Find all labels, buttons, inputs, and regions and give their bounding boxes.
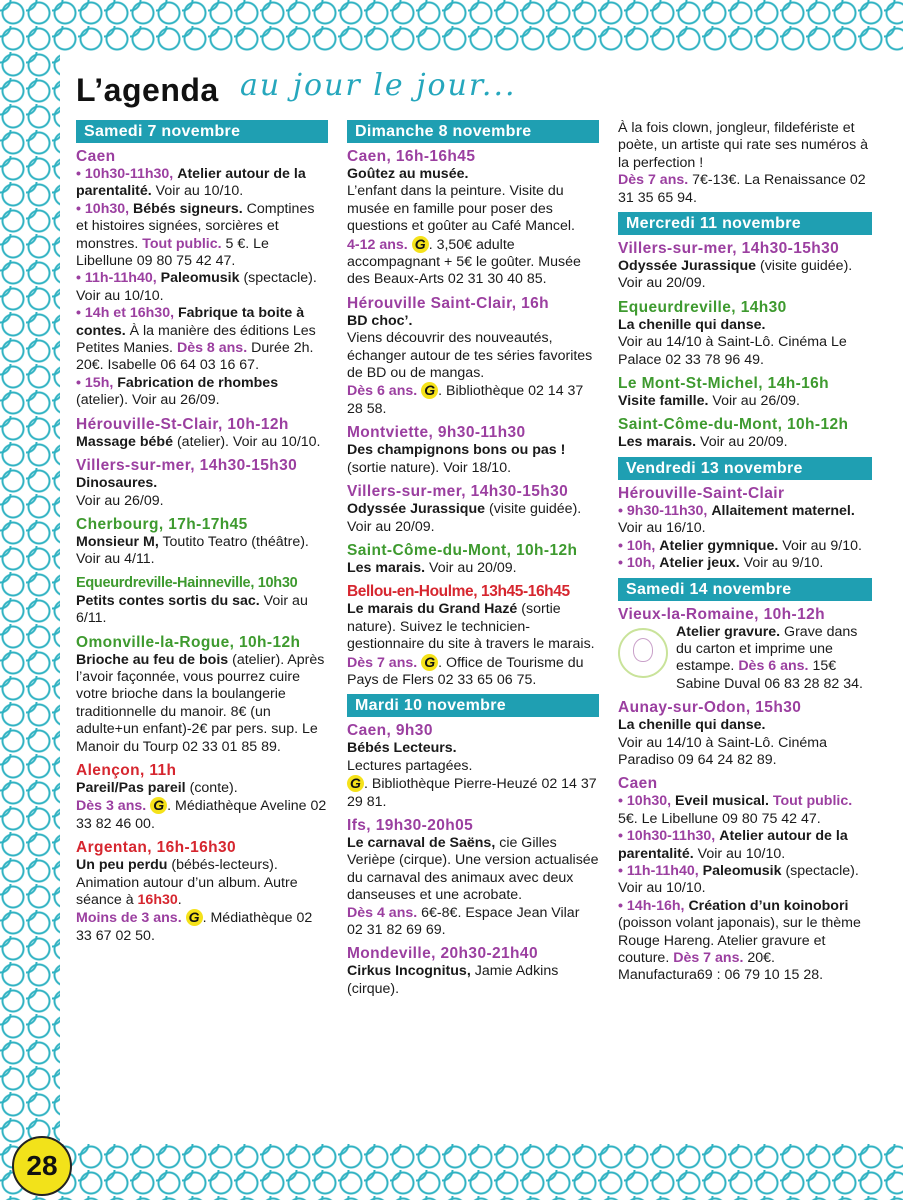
event-time: • 14h-16h,	[618, 897, 685, 914]
event-age: 4-12 ans.	[347, 236, 408, 253]
event	[76, 147, 328, 410]
event-place: Villers-sur-mer, 14h30-15h30	[347, 483, 569, 501]
event-text: Viens découvrir des nouveautés, échanger autour de tes séries favorites de BD ou de mangas.	[347, 330, 593, 382]
event	[76, 415, 328, 451]
event	[347, 294, 599, 418]
event-time: • 10h30-11h30,	[76, 166, 174, 182]
event	[618, 774, 872, 984]
event-title: Atelier autour de la parentalité.	[76, 166, 306, 200]
event-item	[76, 305, 328, 375]
event-time: • 11h-11h40,	[618, 862, 699, 879]
event	[618, 698, 872, 769]
event-text: .	[177, 892, 182, 908]
event-place: Hérouville-St-Clair, 10h-12h	[76, 415, 289, 433]
event	[347, 147, 599, 289]
event-title: Atelier gravure.	[676, 623, 781, 640]
event	[347, 482, 599, 536]
event-info: 5€. Le Libellune 09 80 75 42 47.	[618, 810, 821, 827]
event-text: (spectacle). Voir au 10/10.	[76, 270, 317, 304]
event-text: Voir au 20/09.	[429, 559, 517, 576]
event-place: Caen	[76, 148, 116, 165]
event	[76, 838, 328, 945]
event-place: Caen, 9h30	[347, 722, 433, 740]
event-age: Dès 7 ans.	[673, 950, 744, 966]
event-title: Eveil musical.	[675, 793, 769, 810]
event-text: Lectures partagées.	[347, 757, 473, 774]
event-title: Bébés signeurs.	[133, 200, 243, 217]
event-text: Voir au 26/09.	[712, 393, 800, 410]
date-band: Dimanche 8 novembre	[347, 120, 599, 143]
event-age: Tout public.	[772, 793, 853, 810]
event	[347, 816, 599, 939]
event-text: À la fois clown, jongleur, fildefériste et poète, un artiste qui rate ses numéros à la perfection !	[618, 120, 868, 171]
event-text: (visite guidée). Voir au 20/09.	[618, 258, 853, 292]
page-number: 28	[12, 1136, 72, 1196]
event-text: Grave dans du carton et imprime une estampe.	[676, 623, 858, 675]
event-place: Villers-sur-mer, 14h30-15h30	[618, 240, 840, 258]
event	[76, 456, 328, 510]
event-place: Vieux-la-Romaine, 10h-12h	[618, 605, 825, 623]
event-text: L’enfant dans la peinture. Visite du musée en famille pour poser des questions et goûter au Café Mancel.	[347, 183, 575, 235]
event	[618, 605, 872, 694]
event-text: (conte).	[189, 779, 238, 796]
event-place: Saint-Côme-du-Mont, 10h-12h	[347, 541, 578, 559]
event-text: (atelier). Voir au 26/09.	[76, 392, 220, 409]
event-item	[76, 201, 328, 271]
event-place: Aunay-sur-Odon, 15h30	[618, 699, 802, 717]
event-text: Voir au 6/11.	[76, 592, 308, 627]
free-badge-icon: G	[347, 775, 364, 792]
event-title: Atelier gymnique.	[659, 537, 779, 554]
event	[76, 515, 328, 569]
event-place: Argentan, 16h-16h30	[76, 839, 237, 857]
event-info: . Bibliothèque Pierre-Heuzé 02 14 37 29 81.	[347, 776, 597, 810]
event-time: • 10h30,	[76, 200, 130, 217]
event-title: Le marais du Grand Hazé	[347, 601, 518, 618]
event-title: Petits contes sortis du sac.	[76, 592, 260, 609]
event-item	[76, 270, 328, 305]
event-place: Equeurdreville-Hainneville, 10h30	[76, 574, 298, 591]
event-time: • 10h,	[618, 555, 656, 572]
event-text: Voir au 26/09.	[76, 492, 164, 509]
event-title: Paleomusik	[702, 862, 782, 879]
event	[347, 721, 599, 811]
event-title: La chenille qui danse.	[618, 316, 766, 333]
event-text: Jamie Adkins (cirque).	[347, 963, 559, 997]
event-info: 5 €. Le Libellune 09 80 75 42 47.	[76, 235, 269, 270]
event	[347, 423, 599, 477]
event-age: Dès 4 ans.	[347, 904, 418, 921]
event-text: (poisson volant japonais), sur le thème Rouge Hareng. Atelier gravure et couture.	[618, 915, 861, 966]
event-time: • 14h et 16h30,	[76, 305, 175, 322]
event-title: Monsieur M,	[76, 533, 159, 550]
event-title: Fabrication de rhombes	[117, 374, 279, 391]
event-info: . Office de Tourisme du Pays de Flers 02 33 65 06 75.	[347, 654, 584, 688]
illustration-girl-icon	[618, 628, 668, 678]
event-place: Caen	[618, 775, 658, 793]
event-place: Montviette, 9h30-11h30	[347, 424, 526, 442]
event-title: Allaitement maternel.	[711, 502, 855, 519]
event-text: Voir au 14/10 à Saint-Lô. Cinéma Paradiso 09 64 24 82 89.	[618, 734, 828, 768]
event-title: Paleomusik	[160, 270, 240, 287]
event-text: À la manière des éditions Les Petites Manies.	[76, 322, 316, 357]
event	[618, 120, 872, 207]
event-info: . 3,50€ adulte accompagnant + 5€ le goûter. Musée des Beaux-Arts 02 31 30 40 85.	[347, 236, 581, 288]
event-text: (atelier). Voir au 10/10.	[176, 433, 321, 450]
event-time: • 10h,	[618, 537, 656, 554]
free-badge-icon: G	[186, 909, 203, 926]
event-info: 20€. Manufactura69 : 06 79 10 15 28.	[618, 950, 824, 984]
event-title: Fabrique ta boite à contes.	[76, 305, 305, 339]
event-text: (spectacle). Voir au 10/10.	[618, 862, 859, 897]
event	[618, 298, 872, 369]
event	[347, 944, 599, 998]
event-text: (atelier). Après l’avoir façonnée, vous pourrez cuire votre brioche dans la boulangerie traditionnelle du manoir. 8€ (un adulte+un enfant)-2€ par pers. sup. Le Manoir du Tourp 02 33 01 85 89.	[76, 651, 325, 755]
event-text: (visite guidée). Voir au 20/09.	[347, 501, 582, 535]
event-text: Voir au 10/10.	[155, 183, 244, 200]
event-place: Mondeville, 20h30-21h40	[347, 945, 538, 963]
page-title: L’agenda	[76, 72, 219, 108]
free-badge-icon: G	[421, 654, 438, 671]
event	[76, 761, 328, 833]
event-item	[76, 166, 328, 201]
event-text: Toutito Teatro (théâtre). Voir au 4/11.	[76, 533, 309, 568]
event-place: Bellou-en-Houlme, 13h45-16h45	[347, 583, 570, 601]
date-band: Mercredi 11 novembre	[618, 212, 872, 235]
event-title: Un peu perdu	[76, 857, 168, 874]
event-title: Création d’un koinobori	[688, 897, 849, 914]
event-title: Odyssée Jurassique	[347, 501, 486, 518]
event-age: Moins de 3 ans.	[76, 910, 182, 927]
event-age: Dès 3 ans.	[76, 798, 147, 815]
event-title: Des champignons bons ou pas !	[347, 442, 566, 459]
event-title: Les marais.	[618, 434, 697, 451]
event-info: 7€-13€. La Renaissance 02 31 35 65 94.	[618, 172, 866, 206]
event-place: Cherbourg, 17h-17h45	[76, 515, 248, 533]
event-title: Pareil/Pas pareil	[76, 779, 186, 796]
event-time: • 15h,	[76, 374, 114, 391]
event-title: Goûtez au musée.	[347, 166, 469, 182]
event-item	[76, 375, 328, 410]
event	[76, 574, 328, 628]
event-text: (sortie nature). Suivez le technicien-gestionnaire du site à travers le marais.	[347, 601, 595, 653]
event	[618, 415, 872, 451]
event-title: Massage bébé	[76, 433, 173, 450]
event	[618, 484, 872, 573]
event-title: Cirkus Incognitus,	[347, 963, 471, 980]
event-text: Voir au 9/10.	[743, 555, 824, 572]
event-title: Odyssée Jurassique	[618, 258, 757, 275]
event	[76, 633, 328, 756]
event-text: Voir au 20/09.	[700, 434, 788, 451]
event-age: Dès 7 ans.	[347, 654, 418, 671]
column-2	[347, 120, 599, 1003]
date-band: Samedi 7 novembre	[76, 120, 328, 143]
event-title: La chenille qui danse.	[618, 717, 766, 734]
event-age: Dès 6 ans.	[347, 383, 418, 400]
event	[618, 374, 872, 410]
event-title: Atelier autour de la parentalité.	[618, 828, 848, 862]
event-info: . Médiathèque 02 33 67 02 50.	[76, 910, 313, 944]
date-band: Samedi 14 novembre	[618, 578, 872, 601]
free-badge-icon: G	[150, 797, 167, 814]
event-place: Caen, 16h-16h45	[347, 148, 476, 165]
event-text: Voir au 14/10 à Saint-Lô. Cinéma Le Palace 02 33 78 96 49.	[618, 334, 847, 368]
event-text: (bébés-lecteurs). Animation autour d’un album. Autre séance à	[76, 857, 298, 908]
event-age: Dès 6 ans.	[738, 658, 809, 675]
column-3	[618, 120, 872, 990]
event-time: • 10h30,	[618, 793, 672, 810]
event-title: BD choc’.	[347, 312, 413, 329]
event-info: 6€-8€. Espace Jean Vilar 02 31 82 69 69.	[347, 904, 580, 938]
event-time: • 9h30-11h30,	[618, 502, 708, 519]
event-age: Dès 7 ans.	[618, 172, 689, 189]
event-place: Equeurdreville, 14h30	[618, 298, 787, 316]
event-title: Dinosaures.	[76, 475, 158, 492]
event-info: Durée 2h. 20€. Isabelle 06 64 03 16 67.	[76, 340, 314, 374]
event-title: Brioche au feu de bois	[76, 651, 229, 668]
event	[347, 582, 599, 689]
event	[618, 239, 872, 293]
event-info: . Médiathèque Aveline 02 33 82 46 00.	[76, 798, 327, 832]
event-place: Ifs, 19h30-20h05	[347, 816, 474, 834]
event-title: Le carnaval de Saëns,	[347, 834, 496, 851]
event-place: Omonville-la-Rogue, 10h-12h	[76, 633, 301, 651]
event-place: Villers-sur-mer, 14h30-15h30	[76, 457, 298, 475]
event-info: 15€ Sabine Duval 06 83 28 82 34.	[676, 658, 863, 692]
free-badge-icon: G	[412, 236, 429, 253]
event-time: 16h30	[137, 892, 178, 908]
event-title: Visite famille.	[618, 393, 709, 410]
event-place: Hérouville Saint-Clair, 16h	[347, 294, 550, 312]
event-text: (sortie nature). Voir 18/10.	[347, 459, 512, 476]
event-title: Atelier jeux.	[659, 555, 740, 572]
event-info: . Bibliothèque 02 14 37 28 58.	[347, 383, 584, 417]
event-text: cie Gilles Verièpe (cirque). Une version actualisée du carnaval des animaux avec deux danseuses et une acrobate.	[347, 834, 599, 904]
event-text: Voir au 16/10.	[618, 520, 706, 537]
event-place: Alençon, 11h	[76, 761, 177, 779]
column-1	[76, 120, 328, 950]
event	[347, 541, 599, 577]
event-text: Comptines et histoires signées, sorcières et monstres.	[76, 200, 315, 252]
event-age: Dès 8 ans.	[176, 340, 248, 357]
event-text: Voir au 9/10.	[782, 537, 862, 554]
event-place: Saint-Côme-du-Mont, 10h-12h	[618, 416, 849, 434]
free-badge-icon: G	[421, 382, 438, 399]
event-title: Les marais.	[347, 559, 426, 576]
event-text: Voir au 10/10.	[697, 845, 786, 862]
event-place: Hérouville-Saint-Clair	[618, 484, 785, 502]
event-title: Bébés Lecteurs.	[347, 740, 457, 757]
date-band: Vendredi 13 novembre	[618, 457, 872, 480]
event-time: • 10h30-11h30,	[618, 828, 716, 845]
page-subtitle-script: au jour le jour...	[240, 68, 517, 103]
event-time: • 11h-11h40,	[76, 270, 157, 287]
date-band: Mardi 10 novembre	[347, 694, 599, 717]
event-place: Le Mont-St-Michel, 14h-16h	[618, 375, 830, 393]
event-age: Tout public.	[142, 235, 222, 252]
